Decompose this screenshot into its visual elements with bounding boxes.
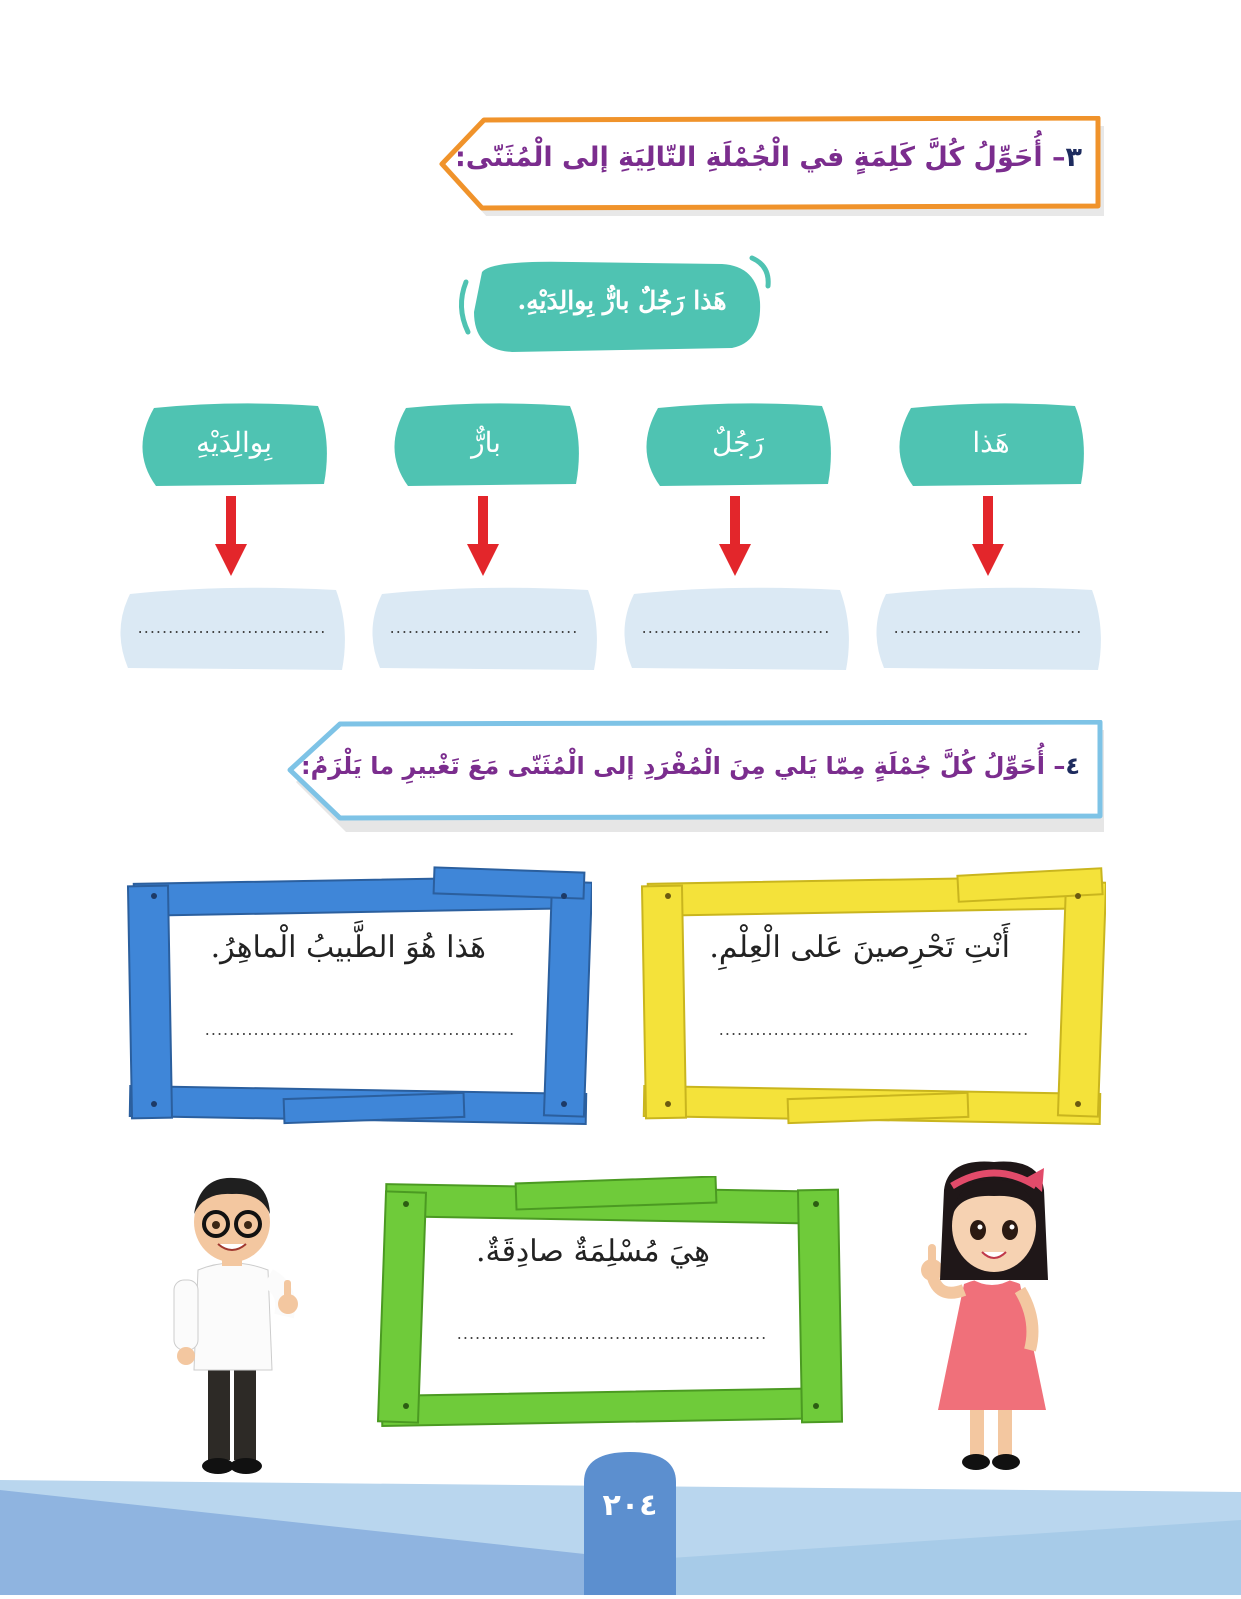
frame-sentence: أَنْتِ تَحْرِصينَ عَلى الْعِلْمِ. [709,930,1010,965]
word-label: رَجُلٌ [711,426,765,459]
frame-blue [124,866,592,1130]
frame-yellow [638,866,1106,1130]
exercise-3-instruction: – أُحَوِّلُ كُلَّ كَلِمَةٍ في الْجُمْلَةِ التّالِيَةِ إلى الْمُثَنّى: [454,142,1066,173]
frame-sentence: هَذا هُوَ الطَّبيبُ الْماهِرُ. [210,930,486,965]
wooden-frame [638,866,1106,1130]
exercise-4-instruction: – أُحَوِّلُ كُلَّ جُمْلَةٍ مِمّا يَلي مِنَ الْمُفْرَدِ إلى الْمُثَنّى مَعَ تَغْييرِ ما يَلْزَمُ: [301,752,1066,780]
answer-box-4[interactable] [116,584,348,674]
word-box-2 [640,400,836,490]
wooden-frame [376,1176,844,1432]
exercise-3-title [455,142,1082,173]
frame-answer-blank[interactable]: ................................................... [204,1020,516,1039]
arrow-down-icon [970,496,1006,578]
word-label: بِوالِدَيْهِ [195,426,273,459]
wooden-frame [124,866,592,1130]
exercise-3-banner [436,116,1104,216]
exercise-3-sentence: هَذا رَجُلٌ بارٌّ بِوالِدَيْهِ. [517,286,727,315]
answer-blank: ............................... [641,618,831,637]
answer-blank: ............................... [893,618,1083,637]
word-box-1 [893,400,1089,490]
frame-sentence: هِيَ مُسْلِمَةٌ صادِقَةٌ. [475,1234,710,1269]
exercise-3-number: ٣ [1065,142,1082,173]
frame-answer-blank[interactable]: ................................................... [718,1020,1030,1039]
arrow-down-icon [465,496,501,578]
arrow-down-icon [213,496,249,578]
sentence-bubble [452,252,772,356]
exercise-4-number: ٤ [1065,752,1080,780]
arrow-down-icon [717,496,753,578]
word-box-4 [136,400,332,490]
answer-box-1[interactable] [872,584,1104,674]
exercise-4-banner [282,720,1104,832]
word-label: هَذا [972,426,1010,459]
answer-blank: ............................... [389,618,579,637]
girl-illustration [918,1160,1068,1482]
frame-answer-blank[interactable]: ................................................... [456,1324,768,1343]
word-box-3 [388,400,584,490]
answer-blank: ............................... [137,618,327,637]
boy-illustration [160,1170,310,1482]
page-number-tab [584,1452,676,1595]
page-number: ٢٠٤ [602,1488,658,1523]
word-label: بارٌّ [471,426,501,459]
exercise-4-title [301,752,1080,780]
frame-green [376,1176,844,1432]
answer-box-3[interactable] [368,584,600,674]
answer-box-2[interactable] [620,584,852,674]
